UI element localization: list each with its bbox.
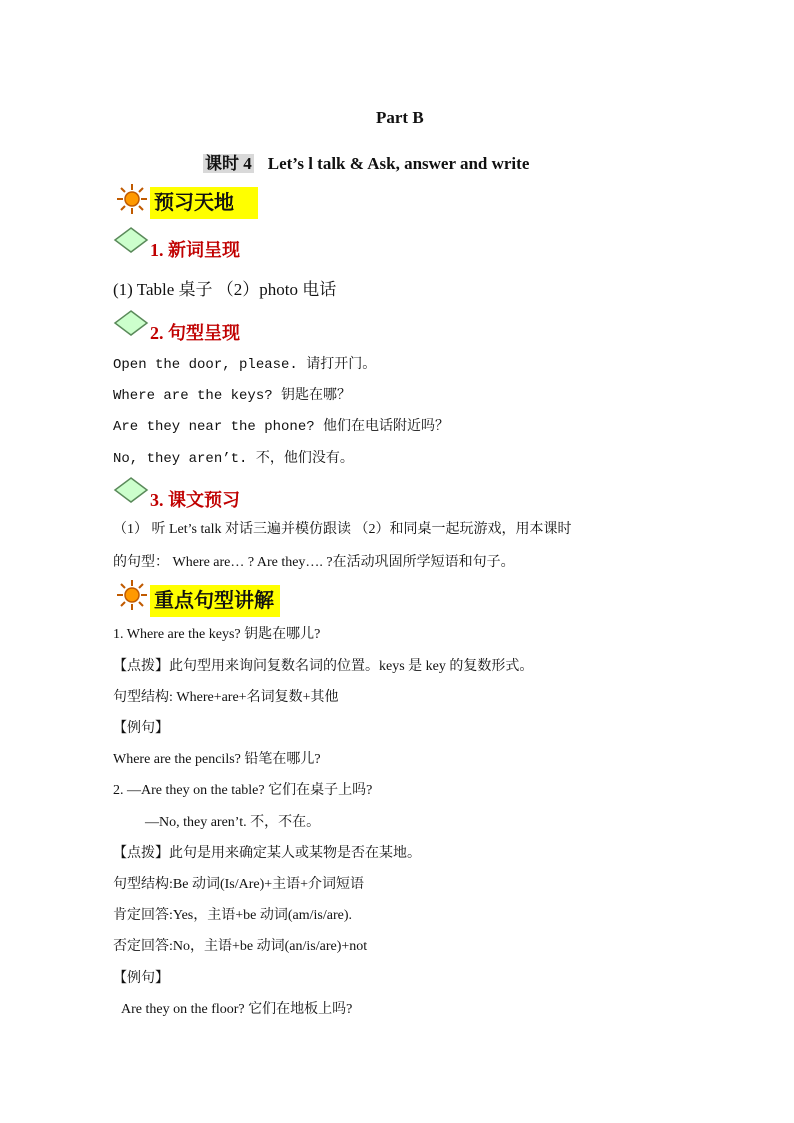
sentence-line: Where are the keys? 钥匙在哪？ [113,388,352,404]
sun-icon [114,182,150,216]
lesson-number: 课时 4 [205,154,252,173]
diamond-icon [113,309,149,337]
key-line: 【点拨】此句是用来确定某人或某物是否在某地。 [113,846,421,861]
key-line: Where are the pencils? 铅笔在哪儿? [113,752,321,767]
section-text-preview-title: 3. 课文预习 [150,490,240,510]
sentence-line: No, they aren’t. 不，他们没有。 [113,451,354,467]
key-line: 否定回答:No，主语+be 动词(an/is/are)+not [113,939,368,954]
key-line: 【例句】 [113,971,169,986]
text-preview-line: （1） 听 Let’s talk 对话三遍并模仿跟读 （2）和同桌一起玩游戏，用本课时 [113,522,572,537]
preview-banner: 预习天地 [150,187,258,219]
key-line: 1. Where are the keys? 钥匙在哪儿? [113,627,321,642]
key-line: 【例句】 [113,721,169,736]
key-line: 肯定回答:Yes，主语+be 动词(am/is/are). [113,908,353,923]
section-sentences-title: 2. 句型呈现 [150,323,240,343]
lesson-heading [203,149,529,174]
lesson-title: Let’s l talk & Ask, answer and write [267,154,530,173]
text-preview-line: 的句型： Where are… ? Are they…. ?在活动巩固所学短语和句子。 [113,555,515,570]
key-line: —No, they aren’t. 不，不在。 [145,815,321,830]
key-line: 【点拨】此句型用来询问复数名词的位置。keys 是 key 的复数形式。 [113,659,534,674]
sentence-line: Are they near the phone? 他们在电话附近吗？ [113,419,450,435]
key-sentences-banner: 重点句型讲解 [150,585,280,617]
diamond-icon [113,226,149,254]
key-line: 句型结构:Be 动词(Is/Are)+主语+介词短语 [113,877,365,892]
section-new-words-title: 1. 新词呈现 [150,240,240,260]
key-line: 句型结构: Where+are+名词复数+其他 [113,690,339,705]
key-line: Are they on the floor? 它们在地板上吗? [121,1002,353,1017]
diamond-icon [113,476,149,504]
new-words-line: (1) Table 桌子 （2）photo 电话 [113,280,337,299]
sun-icon [114,578,150,612]
sentence-line: Open the door, please. 请打开门。 [113,357,377,373]
key-line: 2. —Are they on the table? 它们在桌子上吗? [113,783,373,798]
part-title: Part B [376,108,424,127]
